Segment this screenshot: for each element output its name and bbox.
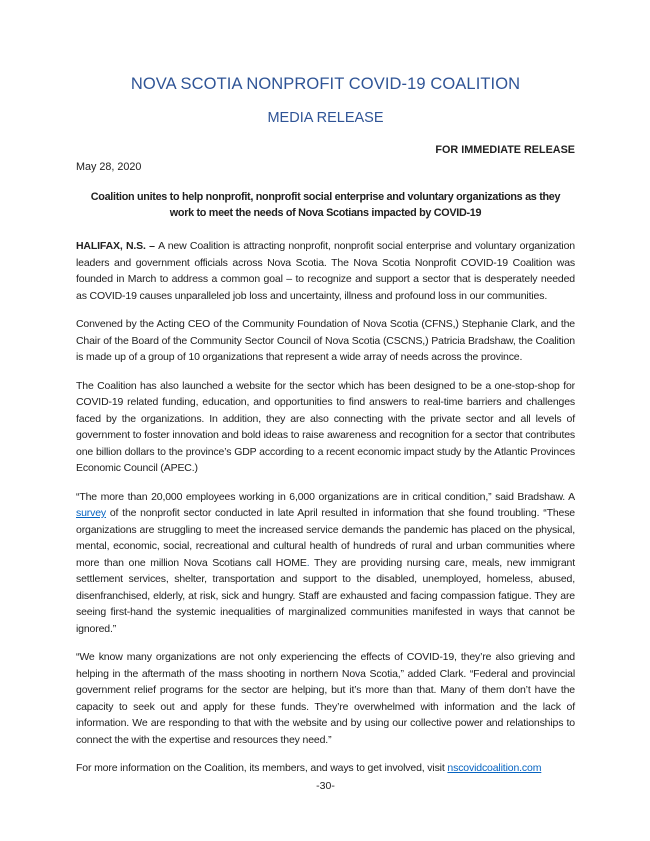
media-release-heading: MEDIA RELEASE — [267, 110, 384, 126]
text-run: “We know many organizations are not only experiencing the effects of COVID-19, they’re also grieving and helping in the aftermath of the mass shooting in northern Nova Scotia,” added Clark. “Federal and provincial government relief programs for the sector are helping, but it’s more than that. Many of them don’t have the capacity to seek out and apply for these funds. They’re overwhelmed with information and the lack of information. We are responding to that with the website and by using our collective power and relationships to connect the with the expertise and resources they need.” — [76, 651, 575, 746]
website-link[interactable]: nscovidcoalition.com — [447, 762, 542, 774]
body-paragraph-convened — [76, 316, 575, 366]
release-date: May 28, 2020 — [76, 161, 142, 173]
text-run: “The more than 20,000 employees working in 6,000 organizations are in critical condition,” said Bradshaw. A — [76, 490, 575, 503]
body-paragraph-bradshaw-quote — [76, 489, 575, 638]
text-run: of the nonprofit sector conducted in late April resulted in information that she found troubling. “These organizations are struggling to meet the increased service demands the pandemic has placed on the physical, mental, economic, social, recreational and cultural health of hundreds of rural and urban communities where more than one million Nova Scotians call HOME — [76, 507, 575, 569]
text-run: For more information on the Coalition, its members, and ways to get involved, visit — [76, 762, 448, 774]
footer-info-line — [76, 760, 575, 777]
page-title: NOVA SCOTIA NONPROFIT COVID-19 COALITION — [130, 75, 521, 93]
release-tag: FOR IMMEDIATE RELEASE — [435, 144, 575, 156]
text-run: The Coalition has also launched a website for the sector which has been designed to be a one-stop-shop for COVID-19 related funding, education, and opportunities to find answers to real-time barriers and challenges faced by the organizations. In addition, they are also connecting with the private sector and all levels of government to foster innovation and bold ideas to raise awareness and recognition for a sector that contributes one billion dollars to the province’s GDP according to a recent economic impact study by the Atlantic Provinces Economic Council (APEC.) — [76, 379, 575, 474]
survey-link[interactable]: survey — [76, 507, 107, 519]
headline: Coalition unites to help nonprofit, nonprofit social enterprise and voluntary organizations as they work to meet the needs of Nova Scotians impacted by COVID-19 — [90, 191, 561, 219]
text-run: HALIFAX, N.S. – — [76, 240, 159, 252]
body-paragraph-clark-quote — [76, 649, 575, 748]
footer-mark: -30- — [316, 779, 335, 792]
body-paragraph-website — [76, 378, 575, 477]
text-run: They are providing nursing care, meals, new immigrant settlement services, shelter, transportation and support to the disabled, unemployed, homeless, abused, disenfranchised, elderly, at risk, sick and hungry. Staff are exhausted and facing compassion fatigue. They are seeing first-hand the systemic inequalities of marginalized communities manifested in ways that cannot be ignored.” — [76, 556, 575, 635]
text-run: Convened by the Acting CEO of the Community Foundation of Nova Scotia (CFNS,) Stephanie Clark, and the Chair of the Board of the Community Sector Council of Nova Scotia (CSCNS,) Patricia Bradshaw, the Coalition is made up of a group of 10 organizations that represent a wide array of needs across the province. — [76, 318, 575, 363]
body-paragraph-halifax — [76, 238, 575, 304]
text-run: A new Coalition is attracting nonprofit, nonprofit social enterprise and voluntary organization leaders and government officials across Nova Scotia. The Nova Scotia Nonprofit COVID-19 Coalition was founded in March to address a common goal – to recognize and support a sector that is desperately needed as COVID-19 causes unparalleled job loss and uncertainty, illness and profound loss in our communities. — [76, 240, 575, 302]
text-run: . — [306, 556, 310, 569]
